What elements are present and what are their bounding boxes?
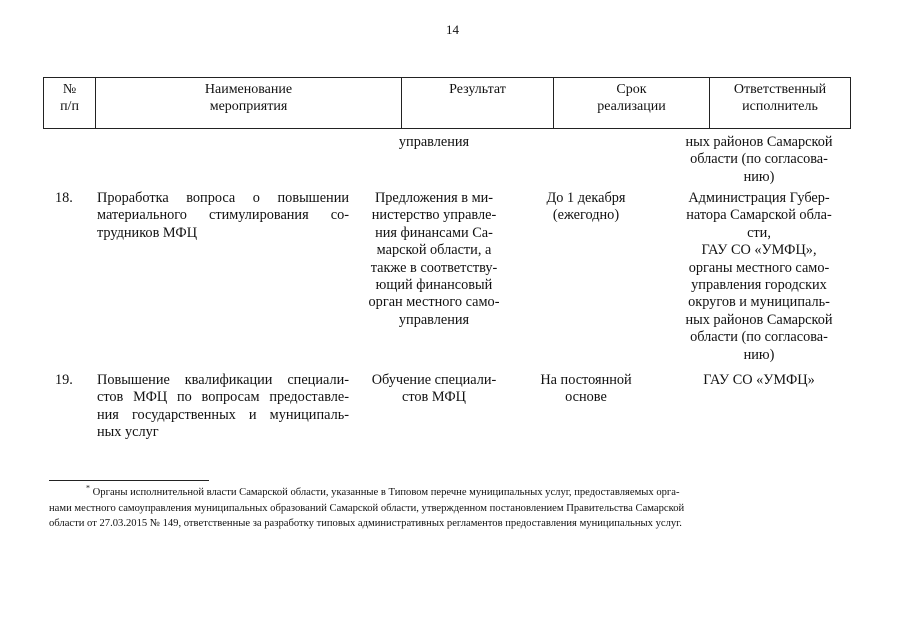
row-name: Повышение квалификации специали- стов МФЦ по вопросам предоставле- ния государственных и муниципаль- ных услуг xyxy=(97,372,349,441)
row-name: Проработка вопроса о повышении материального стимулирования со- трудников МФЦ xyxy=(97,190,349,241)
footnote-line: нами местного самоуправления муниципальных образований Самарской области, утвержденном постановлением Правительства Самарской xyxy=(49,502,685,514)
continuation-result: управления xyxy=(398,134,470,150)
footnote-mark: * xyxy=(86,483,90,493)
header-responsible: Ответственный исполнитель xyxy=(733,82,827,114)
row-responsible: ГАУ СО «УМФЦ» xyxy=(703,372,815,388)
row-number: 18. xyxy=(55,190,73,206)
header-result: Результат xyxy=(402,78,554,128)
row-term: До 1 декабря (ежегодно) xyxy=(546,190,626,224)
page-number: 14 xyxy=(446,22,459,37)
footnote-line: * Органы исполнительной власти Самарской области, указанные в Типовом перечне муниципальных услуг, предоставляемых орга- xyxy=(86,483,680,498)
row-term: На постоянной основе xyxy=(540,372,632,406)
header-num: № п/п xyxy=(44,78,96,128)
header-name: Наименование мероприятия xyxy=(96,78,402,128)
footnote xyxy=(49,485,849,532)
row-responsible: Администрация Губер- натора Самарской обла- сти, ГАУ СО «УМФЦ», органы местного само- управления городских округов и муниципаль- ных районов Самарской области (по согласова- нию) xyxy=(685,190,833,363)
header-term: Срок реализации xyxy=(554,78,710,128)
row-result: Предложения в ми- нистерство управле- ния финансами Са- марской области, а также в соответству- ющий финансовый орган местного само- управления xyxy=(368,190,500,328)
row-result: Обучение специали- стов МФЦ xyxy=(371,372,497,406)
footnote-divider xyxy=(49,480,209,481)
row-number: 19. xyxy=(55,372,73,388)
footnote-line: области от 27.03.2015 № 149, ответственные за разработку типовых административных регламентов предоставления муниципальных услуг. xyxy=(49,518,682,530)
table-header xyxy=(43,77,851,129)
continuation-responsible: ных районов Самарской области (по согласова- нию) xyxy=(685,134,833,185)
